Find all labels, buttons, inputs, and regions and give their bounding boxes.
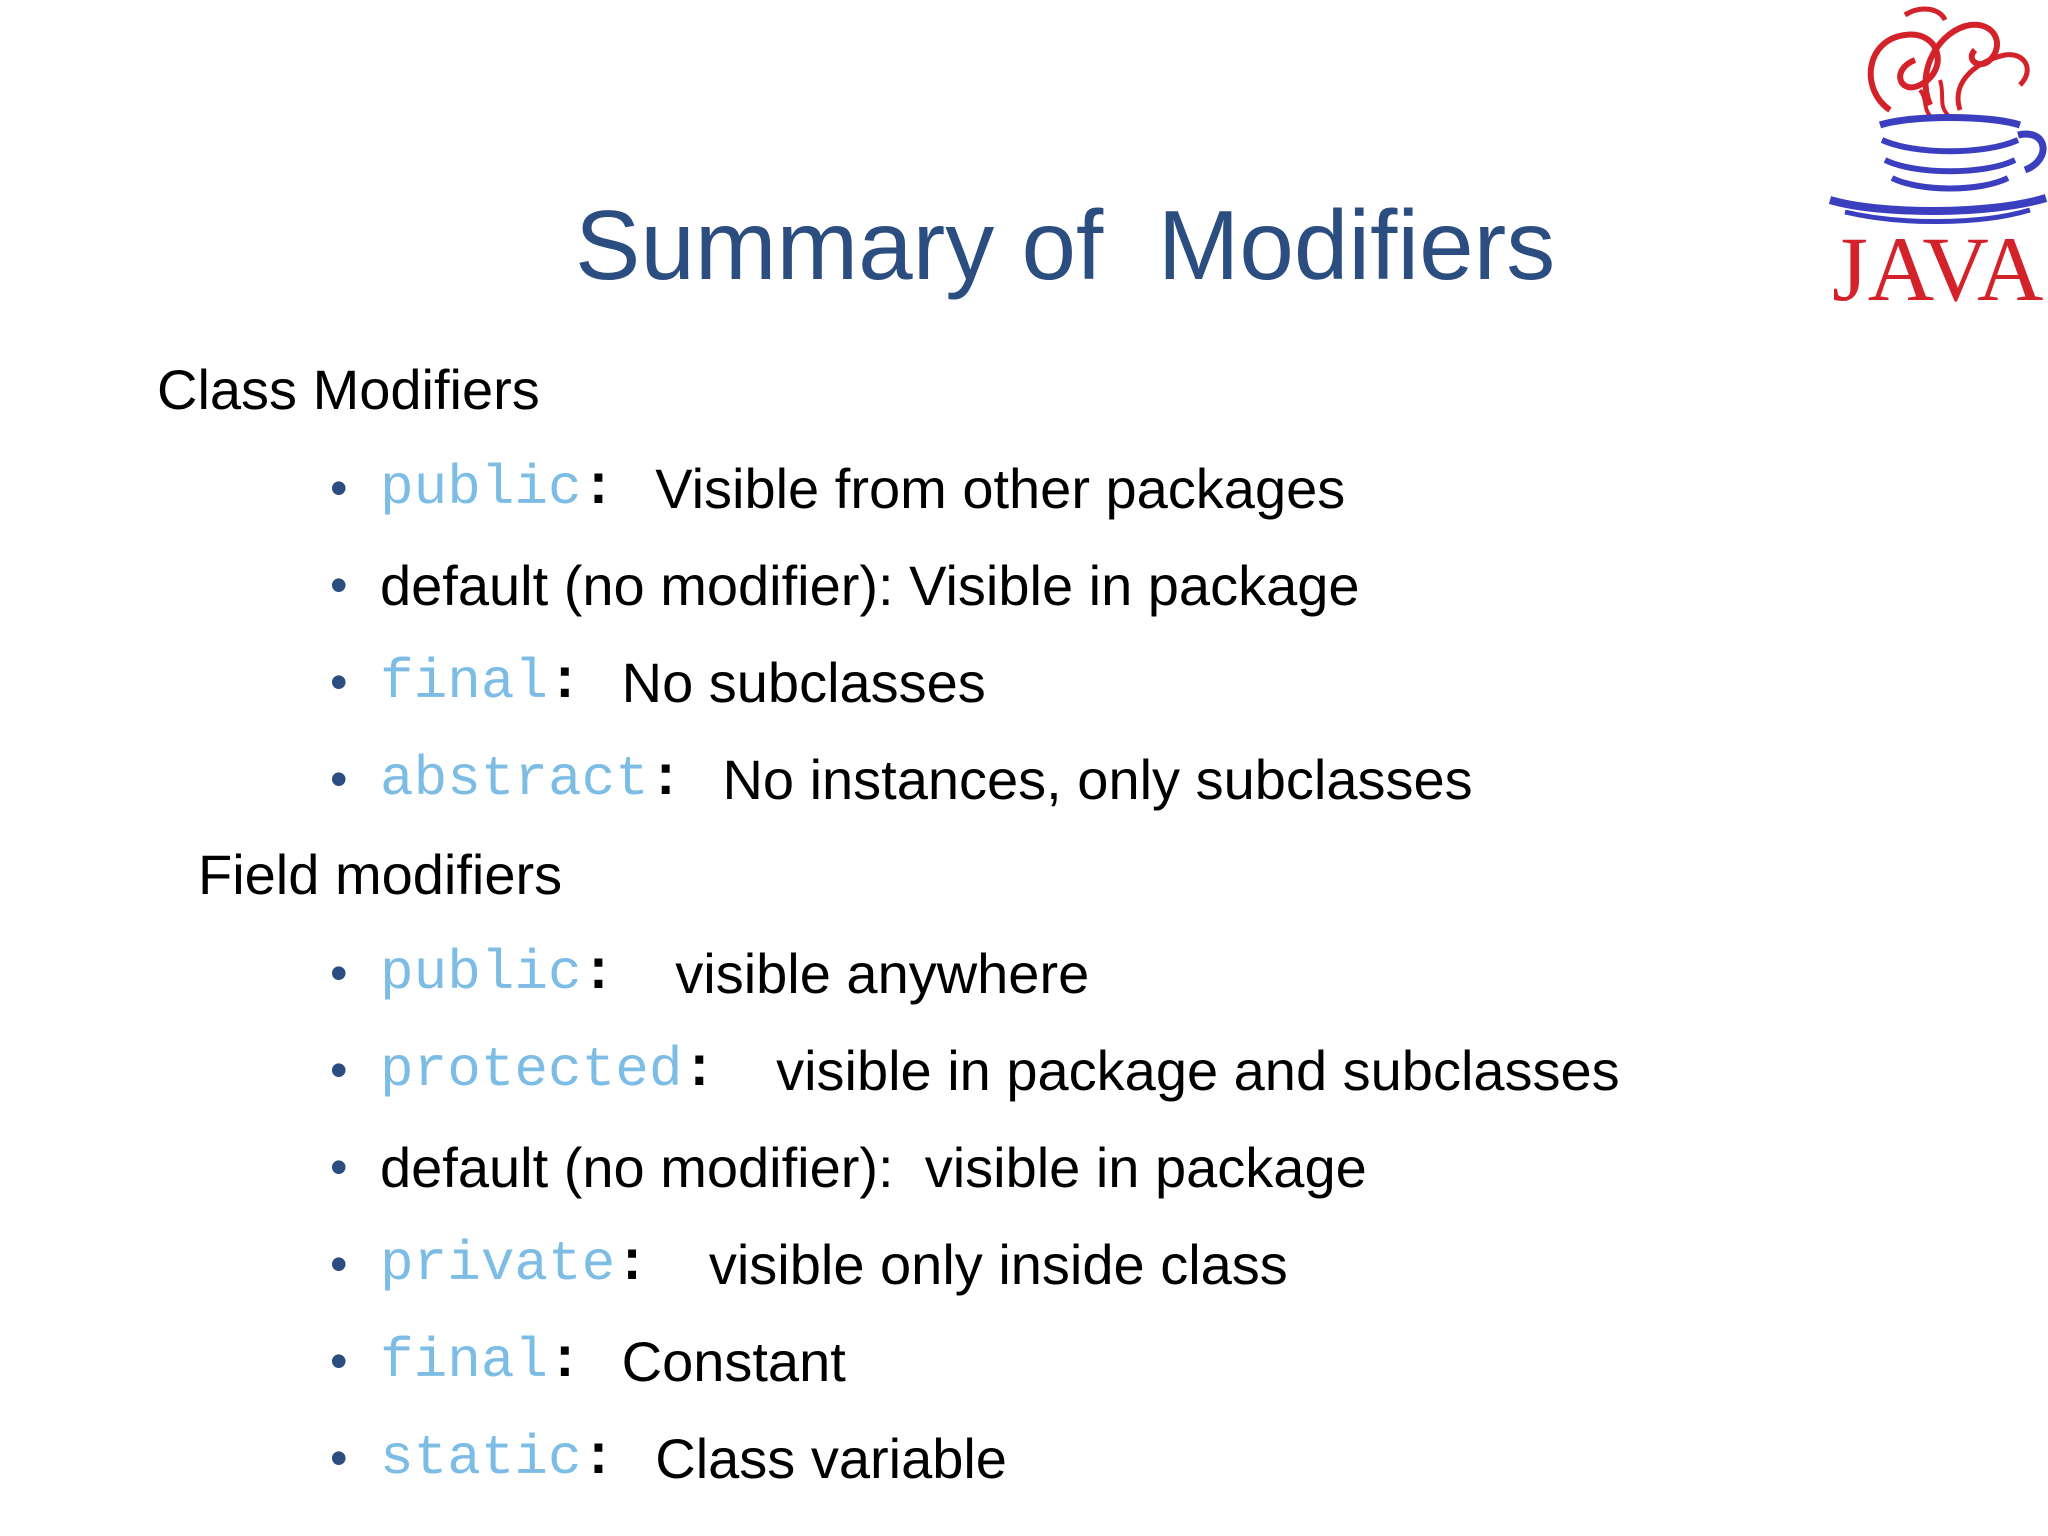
slide-title: Summary of Modifiers (575, 190, 1556, 300)
bullet-icon: • (330, 1042, 348, 1098)
item-description: visible anywhere (675, 941, 1090, 1005)
list-item (330, 1122, 1367, 1212)
item-description: visible in package and subclasses (776, 1038, 1620, 1102)
java-logo-text: JAVA (1832, 218, 2044, 320)
keyword: static (380, 1426, 582, 1490)
list-item (330, 1316, 846, 1406)
keyword: public (380, 941, 582, 1005)
item-description: Class variable (655, 1426, 1007, 1490)
item-description: Visible from other packages (655, 456, 1346, 520)
list-item (330, 928, 1089, 1018)
keyword: protected (380, 1038, 683, 1102)
list-item (330, 1413, 1007, 1503)
list-item (330, 1219, 1288, 1309)
bullet-icon: • (330, 1236, 348, 1292)
keyword-colon: : (581, 1426, 616, 1490)
keyword-colon: : (548, 1329, 582, 1393)
class-modifiers-heading: Class Modifiers (157, 358, 540, 421)
bullet-icon: • (330, 945, 348, 1001)
bullet-icon: • (330, 751, 348, 807)
bullet-icon: • (330, 654, 348, 710)
item-description: visible only inside class (708, 1232, 1288, 1296)
keyword: private (380, 1232, 616, 1296)
list-item (330, 443, 1345, 533)
bullet-icon: • (330, 557, 348, 613)
keyword-colon: : (581, 456, 616, 520)
list-item (330, 734, 1473, 824)
keyword: final (380, 650, 549, 714)
keyword: abstract (380, 747, 649, 811)
bullet-icon: • (330, 1139, 348, 1195)
keyword: public (380, 456, 582, 520)
item-description: default (no modifier): Visible in package (380, 553, 1360, 617)
keyword-colon: : (648, 747, 683, 811)
keyword-colon: : (615, 1232, 649, 1296)
item-description: Constant (621, 1329, 846, 1393)
list-item (330, 1025, 1620, 1115)
keyword-colon: : (581, 941, 616, 1005)
item-description: No subclasses (621, 650, 986, 714)
bullet-icon: • (330, 460, 348, 516)
bullet-icon: • (330, 1430, 348, 1486)
bullet-icon: • (330, 1333, 348, 1389)
item-description: default (no modifier): visible in package (380, 1135, 1367, 1199)
keyword-colon: : (548, 650, 582, 714)
list-item (330, 637, 986, 727)
keyword: final (380, 1329, 549, 1393)
keyword-colon: : (682, 1038, 717, 1102)
java-logo (1820, 0, 2048, 330)
list-item (330, 540, 1360, 630)
field-modifiers-heading: Field modifiers (198, 843, 563, 906)
item-description: No instances, only subclasses (722, 747, 1473, 811)
java-coffee-cup-icon (1820, 0, 2048, 330)
